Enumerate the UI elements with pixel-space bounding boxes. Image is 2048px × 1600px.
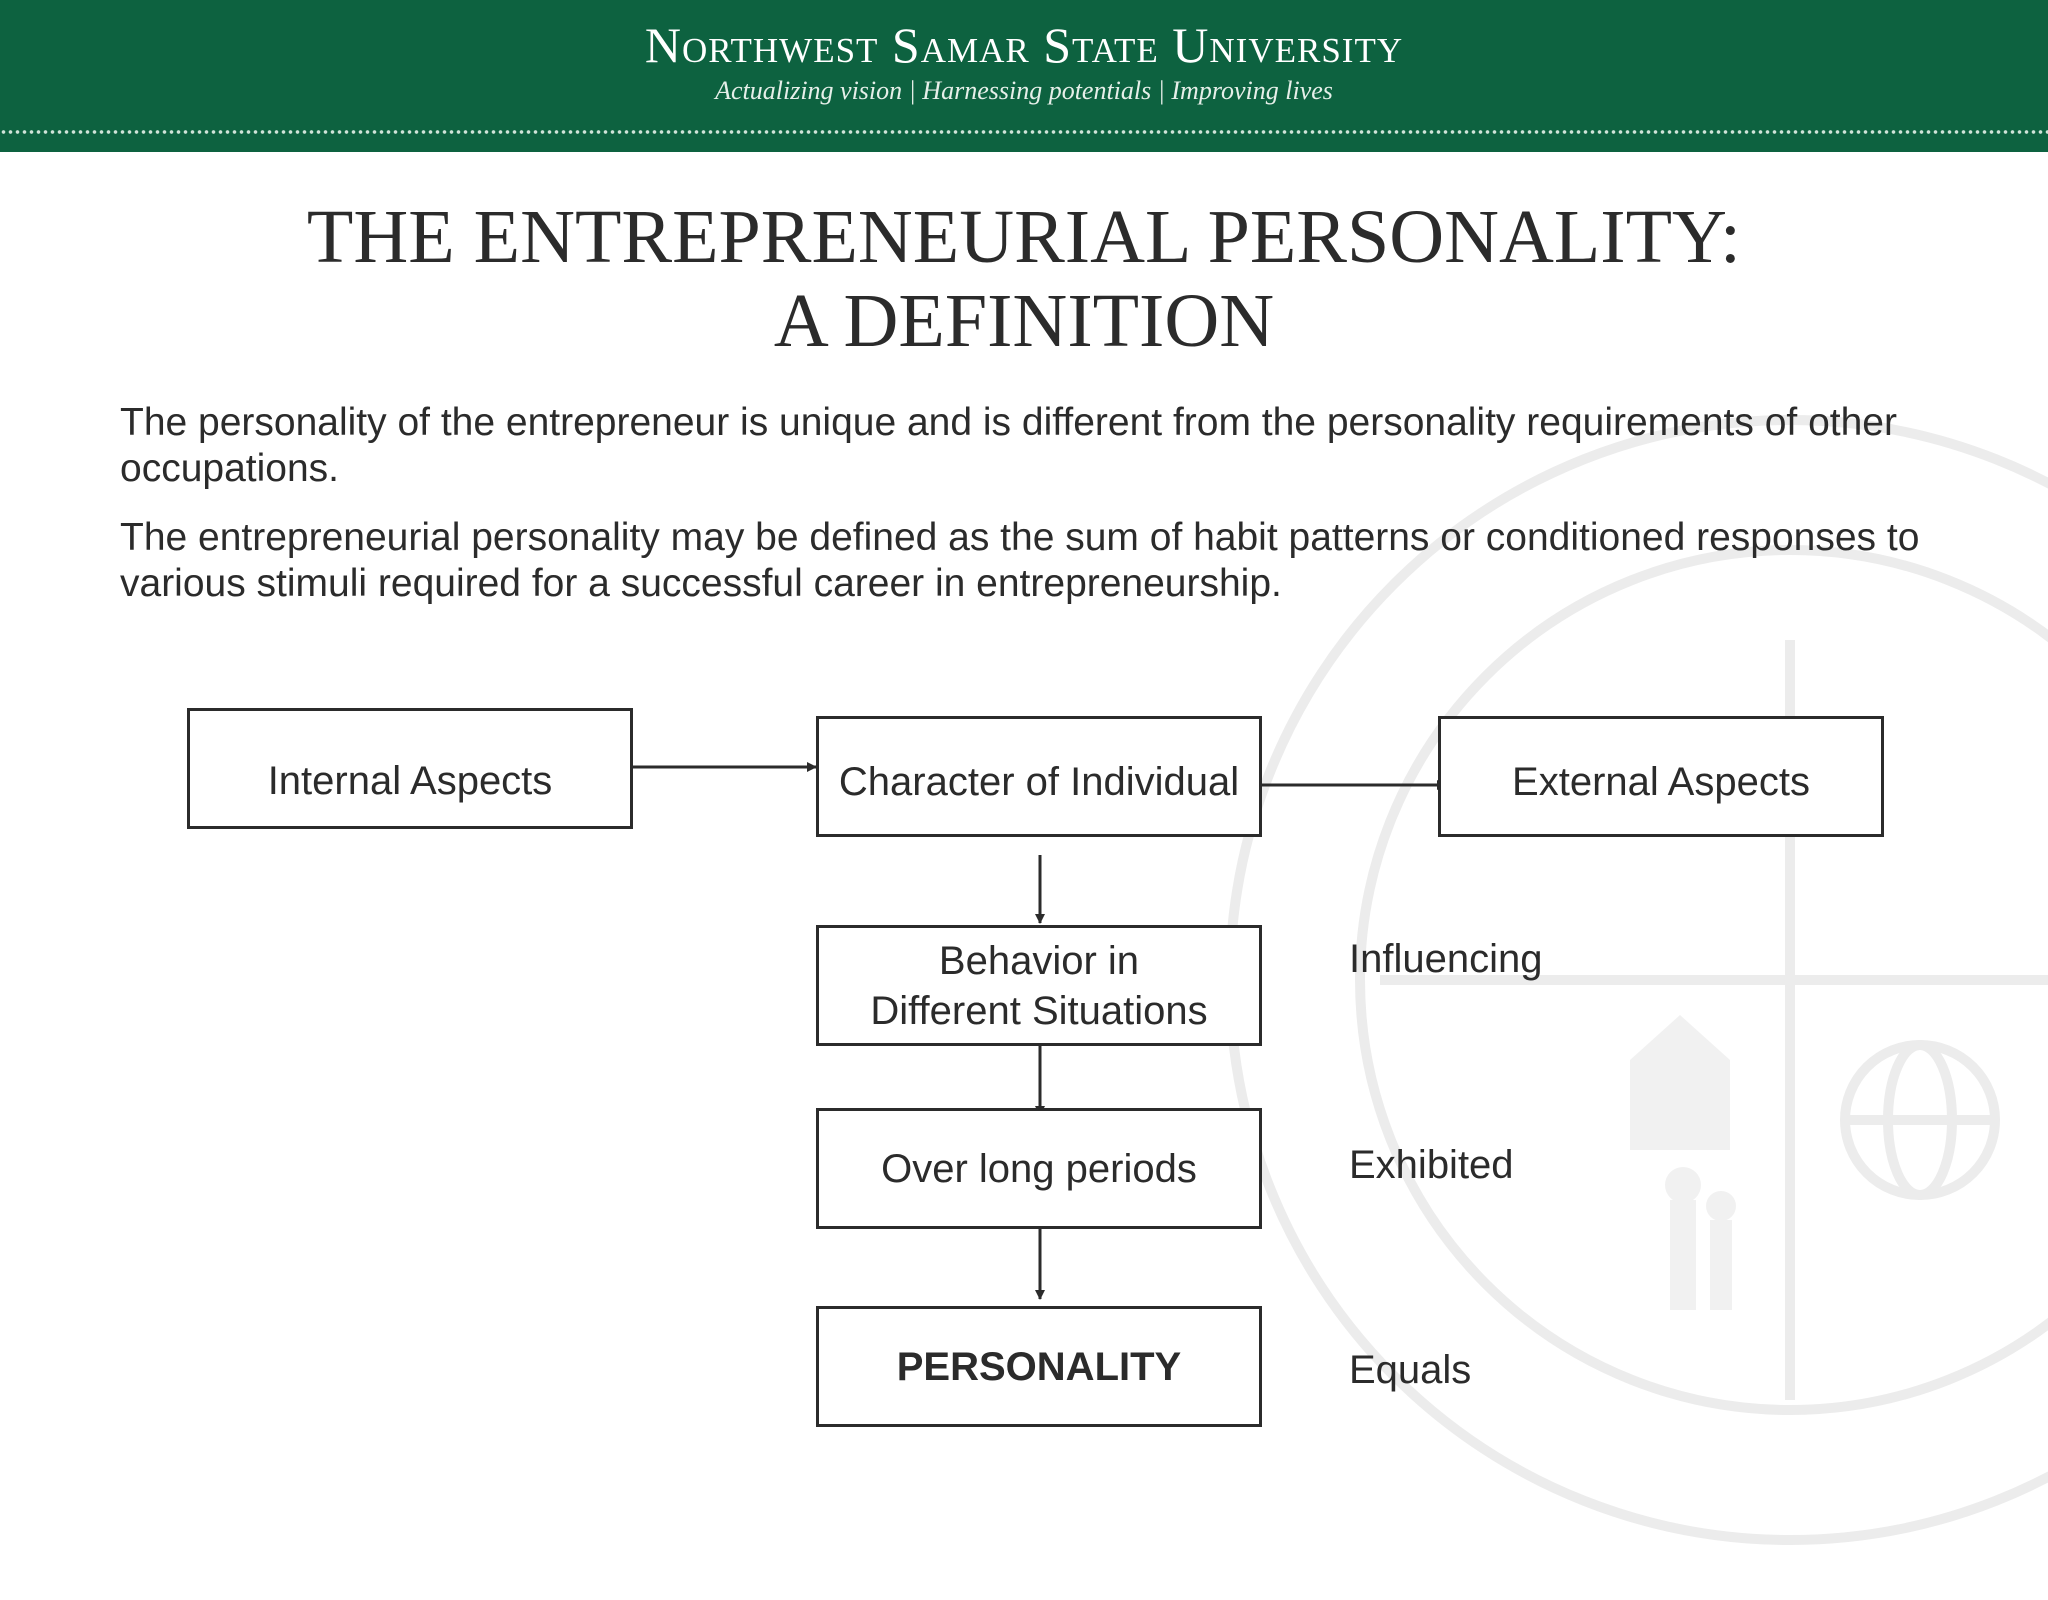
box-internal-aspects-label: Internal Aspects — [267, 758, 553, 803]
box-behavior-label: Behavior in Different Situations — [870, 938, 1208, 1033]
definition-paragraph-2: The entrepreneurial personality may be defined as the sum of habit patterns or conditioned responses to various stimuli required for a successful career in entrepreneurship. — [120, 516, 1920, 605]
box-personality-label: PERSONALITY — [896, 1344, 1182, 1389]
box-external-aspects-label: External Aspects — [1512, 759, 1810, 804]
slide-title-line-1: THE ENTREPRENEURIAL PERSONALITY: — [306, 195, 1742, 279]
label-equals: Equals — [1349, 1348, 1472, 1392]
box-character-of-individual — [816, 716, 1262, 837]
box-behavior — [816, 925, 1262, 1046]
box-over-long-periods — [816, 1108, 1262, 1229]
label-exhibited: Exhibited — [1349, 1143, 1514, 1187]
slide-title-line-2: A DEFINITION — [773, 279, 1275, 363]
definition-paragraph-1: The personality of the entrepreneur is unique and is different from the personality requirements of other occupations. — [120, 401, 1897, 490]
university-tagline: Actualizing vision | Harnessing potentials | Improving lives — [715, 76, 1333, 105]
box-internal-aspects — [187, 708, 633, 829]
box-personality — [816, 1306, 1262, 1427]
label-influencing: Influencing — [1349, 937, 1543, 981]
university-name: Northwest Samar State University — [644, 17, 1404, 73]
box-external-aspects — [1438, 716, 1884, 837]
box-character-label: Character of Individual — [838, 759, 1240, 804]
box-periods-label: Over long periods — [881, 1146, 1197, 1191]
